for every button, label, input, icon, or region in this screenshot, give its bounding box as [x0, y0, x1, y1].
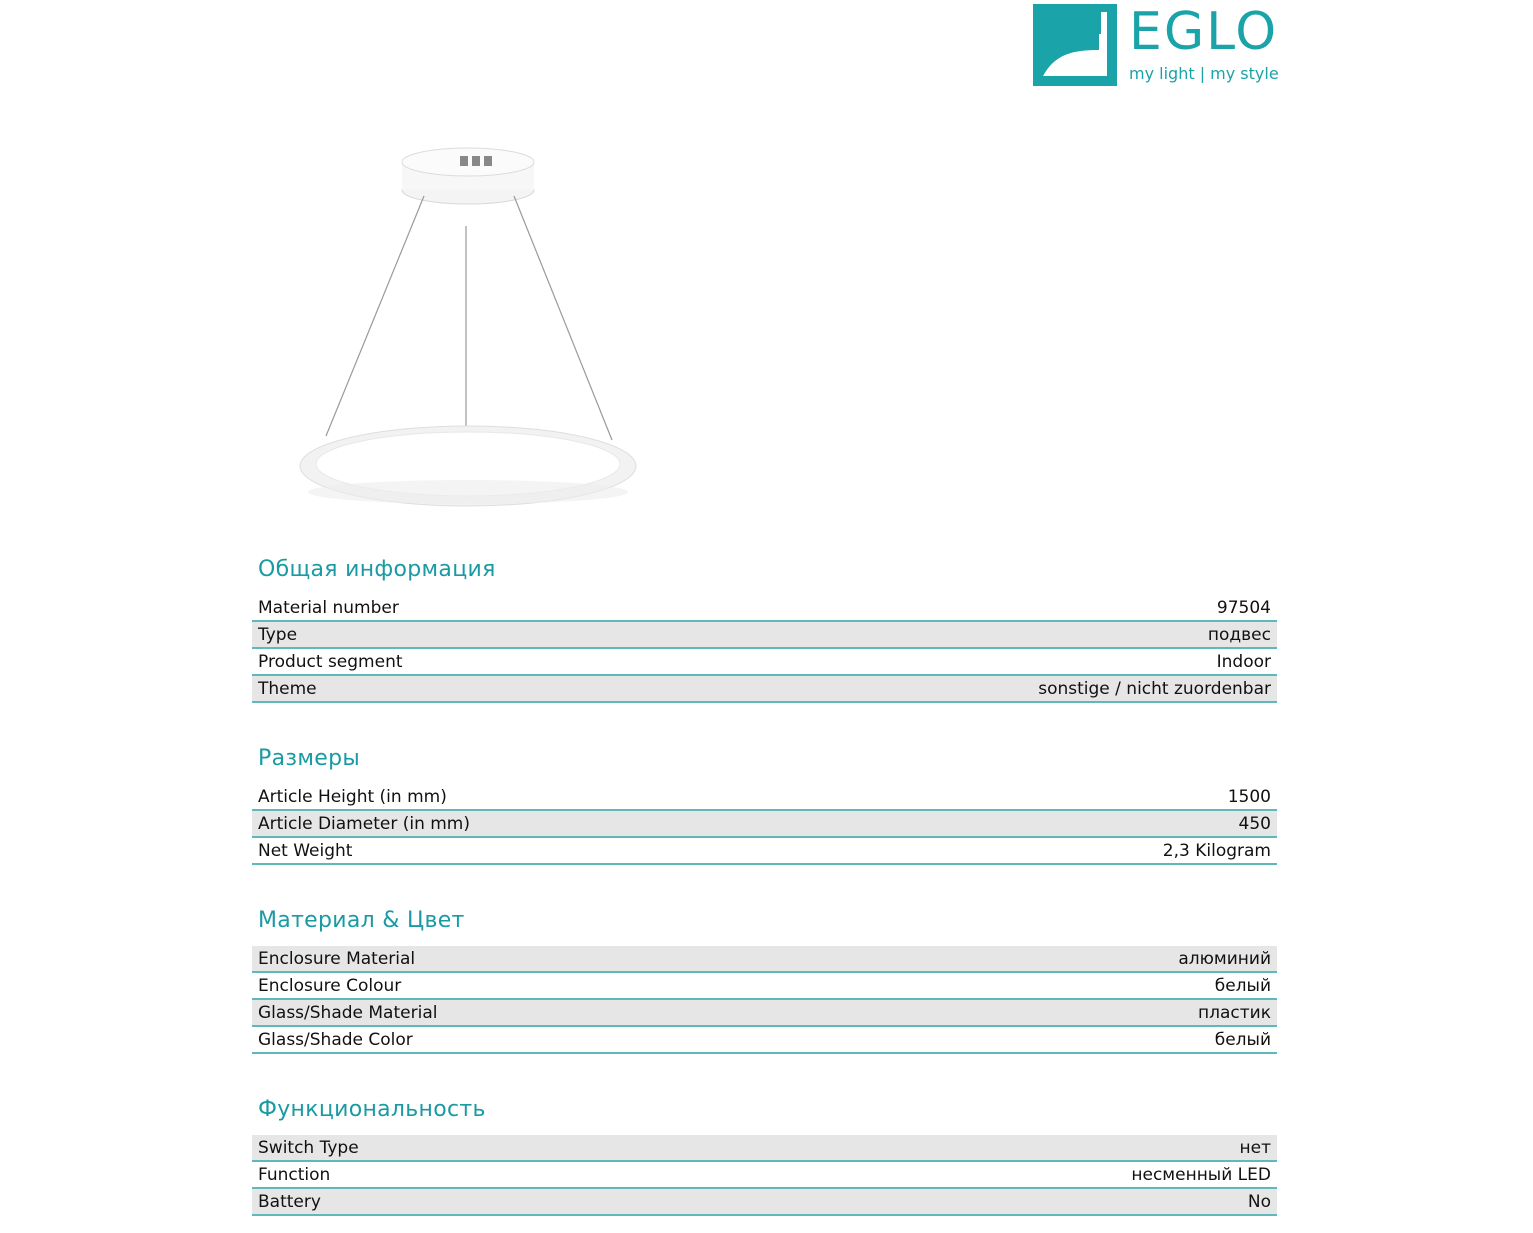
row-label: Type [258, 624, 298, 645]
row-value: подвес [1207, 624, 1271, 645]
table-row [252, 649, 1277, 676]
row-value: белый [1214, 975, 1271, 996]
row-label: Theme [258, 678, 317, 699]
section-material-color [252, 906, 1277, 1054]
row-value: несменный LED [1131, 1164, 1271, 1185]
table-row [252, 838, 1277, 865]
row-value: алюминий [1178, 948, 1271, 969]
row-value: 97504 [1216, 597, 1271, 618]
section-functionality [252, 1095, 1277, 1216]
section-general-info [252, 555, 1277, 703]
row-label: Enclosure Colour [258, 975, 402, 996]
row-label: Glass/Shade Color [258, 1029, 413, 1050]
row-label: Article Height (in mm) [258, 786, 447, 807]
row-value: белый [1214, 1029, 1271, 1050]
row-value: 1500 [1227, 786, 1271, 807]
table-row [252, 811, 1277, 838]
row-label: Net Weight [258, 840, 353, 861]
eglo-logo [1033, 4, 1283, 88]
table-row [252, 784, 1277, 811]
row-label: Battery [258, 1191, 321, 1212]
brand-name: EGLO [1129, 2, 1279, 62]
row-value: нет [1239, 1137, 1271, 1158]
eglo-logo-mark-icon [1033, 4, 1117, 86]
table-row [252, 1000, 1277, 1027]
row-label: Glass/Shade Material [258, 1002, 438, 1023]
table-row [252, 595, 1277, 622]
row-value: sonstige / nicht zuordenbar [1038, 678, 1271, 699]
section-title: Функциональность [258, 1097, 486, 1122]
row-label: Enclosure Material [258, 948, 416, 969]
row-value: 2,3 Kilogram [1162, 840, 1271, 861]
section-title: Общая информация [258, 557, 496, 582]
pendant-lamp-image [290, 140, 650, 520]
row-value: No [1247, 1191, 1271, 1212]
table-row [252, 1162, 1277, 1189]
row-label: Article Diameter (in mm) [258, 813, 470, 834]
row-label: Function [258, 1164, 331, 1185]
table-row [252, 1135, 1277, 1162]
row-value: 450 [1238, 813, 1271, 834]
section-title: Размеры [258, 746, 361, 771]
table-row [252, 676, 1277, 703]
row-label: Product segment [258, 651, 403, 672]
section-dimensions [252, 744, 1277, 865]
table-row [252, 973, 1277, 1000]
row-value: Indoor [1216, 651, 1271, 672]
row-value: пластик [1198, 1002, 1271, 1023]
table-row [252, 622, 1277, 649]
brand-tagline: my light | my style [1129, 64, 1279, 83]
row-label: Switch Type [258, 1137, 359, 1158]
table-row [252, 946, 1277, 973]
table-row [252, 1027, 1277, 1054]
table-row [252, 1189, 1277, 1216]
row-label: Material number [258, 597, 399, 618]
section-title: Материал & Цвет [258, 908, 465, 933]
